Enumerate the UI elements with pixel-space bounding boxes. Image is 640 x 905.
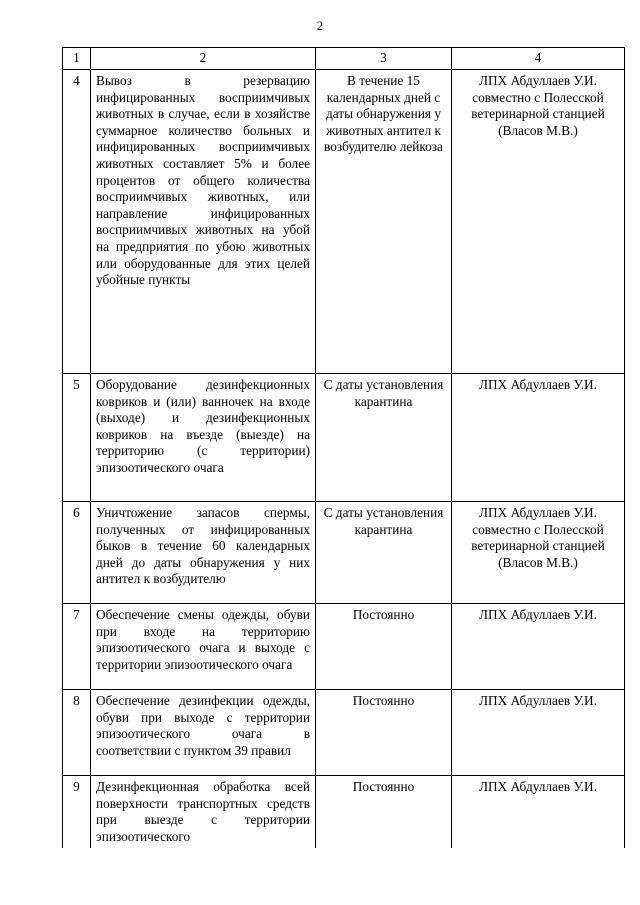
column-header-measure: 2 <box>91 48 316 70</box>
table-row <box>63 374 625 502</box>
row-number: 5 <box>63 374 91 502</box>
term-text: Постоянно <box>316 690 452 776</box>
measure-text: Уничтожение запасов спермы, полученных от инфицированных быков в течение 60 календарных дней до даты обнаружения у них антител к возбудителю <box>91 502 316 604</box>
term-text: В течение 15 календарных дней с даты обнаружения у животных антител к возбудителю лейкоза <box>316 70 452 374</box>
responsible-text: ЛПХ Абдуллаев У.И. <box>452 374 625 502</box>
table-row <box>63 604 625 690</box>
row-number: 6 <box>63 502 91 604</box>
measure-text: Оборудование дезинфекционных ковриков и (или) ванночек на входе (выходе) и дезинфекционных ковриков на въезде (выезде) на территорию (с территории) эпизоотического очага <box>91 374 316 502</box>
measure-text: Обеспечение смены одежды, обуви при входе на территорию эпизоотического очага и выходе с территории эпизоотического очага <box>91 604 316 690</box>
table-row <box>63 776 625 849</box>
page-number: 2 <box>316 18 324 33</box>
responsible-text: ЛПХ Абдуллаев У.И. <box>452 604 625 690</box>
responsible-text: ЛПХ Абдуллаев У.И. совместно с Полесской ветеринарной станцией (Власов М.В.) <box>452 70 625 374</box>
row-number: 9 <box>63 776 91 849</box>
row-number: 4 <box>63 70 91 374</box>
column-header-number: 1 <box>63 48 91 70</box>
measure-text: Вывоз в резервацию инфицированных восприимчивых животных в случае, если в хозяйстве суммарное количество больных и инфицированных восприимчивых животных составляет 5% и более процентов от общего количества восприимчивых животных, или направление инфицированных восприимчивых животных на убой на предприятия по убою животных или оборудованные для этих целей убойные пункты <box>91 70 316 374</box>
term-text: Постоянно <box>316 776 452 849</box>
column-header-responsible: 4 <box>452 48 625 70</box>
row-number: 8 <box>63 690 91 776</box>
measure-text: Обеспечение дезинфекции одежды, обуви при выходе с территории эпизоотического очага в соответствии с пунктом 39 правил <box>91 690 316 776</box>
responsible-text: ЛПХ Абдуллаев У.И. <box>452 690 625 776</box>
measures-table <box>62 47 625 848</box>
column-header-term: 3 <box>316 48 452 70</box>
row-number: 7 <box>63 604 91 690</box>
term-text: С даты установления карантина <box>316 502 452 604</box>
responsible-text: ЛПХ Абдуллаев У.И. совместно с Полесской ветеринарной станцией (Власов М.В.) <box>452 502 625 604</box>
measure-text: Дезинфекционная обработка всей поверхности транспортных средств при выезде с территории эпизоотического <box>91 776 316 849</box>
responsible-text: ЛПХ Абдуллаев У.И. <box>452 776 625 849</box>
table-row <box>63 690 625 776</box>
term-text: Постоянно <box>316 604 452 690</box>
table-row <box>63 502 625 604</box>
term-text: С даты установления карантина <box>316 374 452 502</box>
table-header-row <box>63 48 625 70</box>
table-row <box>63 70 625 374</box>
